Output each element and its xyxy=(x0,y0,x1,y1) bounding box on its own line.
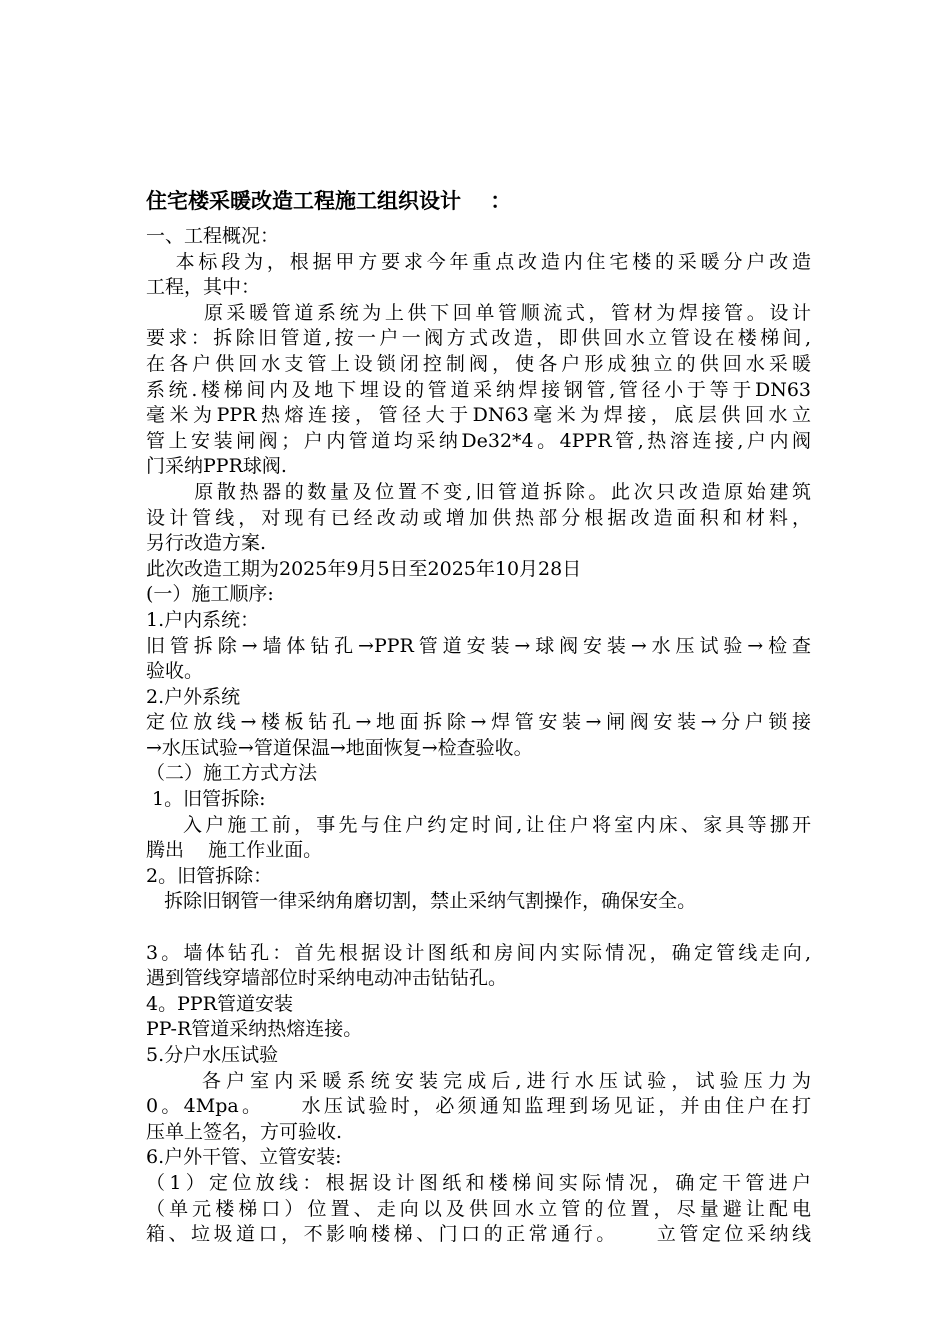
body-line: 本标段为，根据甲方要求今年重点改造内住宅楼的采暖分户改造 xyxy=(146,250,811,273)
body-line: 此次改造工期为2025年9月5日至2025年10月28日 xyxy=(146,557,582,580)
body-line: 0。4Mpa。 水压试验时，必须通知监理到场见证，并由住户在打 xyxy=(146,1095,811,1118)
body-line: 一、工程概况： xyxy=(146,225,280,247)
body-line: 设计管线，对现有已经改动或增加供热部分根据改造面积和材料， xyxy=(146,506,811,529)
body-line: 管上安装闸阀；户内管道均采纳De32*4。4PPR管,热溶连接,户内阀 xyxy=(146,429,811,452)
body-line: 系统.楼梯间内及地下埋设的管道采纳焊接钢管,管径小于等于DN63 xyxy=(146,378,811,401)
body-line: 要求：拆除旧管道,按一户一阀方式改造，即供回水立管设在楼梯间, xyxy=(146,327,811,350)
body-line: 原散热器的数量及位置不变,旧管道拆除。此次只改造原始建筑 xyxy=(146,480,811,503)
body-line: 1。旧管拆除: xyxy=(146,788,266,811)
blank-line xyxy=(146,915,811,941)
body-line: (一）施工顺序: xyxy=(146,583,274,606)
body-line: 4。PPR管道安装 xyxy=(146,992,293,1015)
body-line: （单元楼梯口）位置、走向以及供回水立管的位置，尽量避让配电 xyxy=(146,1197,811,1220)
body-line: 在各户供回水支管上设锁闭控制阀，使各户形成独立的供回水采暖 xyxy=(146,352,811,375)
body-line: 拆除旧钢管一律采纳角磨切割，禁止采纳气割操作，确保安全。 xyxy=(146,890,697,913)
document-title: 住宅楼采暖改造工程施工组织设计 ： xyxy=(146,188,512,213)
body-line: 5.分户水压试验 xyxy=(146,1044,279,1066)
body-line: 旧管拆除→墙体钻孔→PPR管道安装→球阀安装→水压试验→检查 xyxy=(146,634,811,657)
body-line: 毫米为PPR热熔连接，管径大于DN63毫米为焊接，底层供回水立 xyxy=(146,404,811,427)
body-line: 入户施工前，事先与住户约定时间,让住户将室内床、家具等挪开 xyxy=(146,813,811,836)
body-line: 门采纳PPR球阀. xyxy=(146,455,287,478)
body-line: 2.户外系统 xyxy=(146,685,241,708)
body-line: 2。旧管拆除： xyxy=(146,864,273,887)
body-line: 另行改造方案. xyxy=(146,532,267,555)
body-line: 箱、垃圾道口，不影响楼梯、门口的正常通行。 立管定位采纳线 xyxy=(146,1223,811,1246)
document-body xyxy=(146,224,811,1248)
body-line: 1.户内系统： xyxy=(146,608,260,631)
body-line: 验收。 xyxy=(146,660,204,683)
body-line: 遇到管线穿墙部位时采纳电动冲击钻钻孔。 xyxy=(146,967,508,990)
body-line: PP-R管道采纳热熔连接。 xyxy=(146,1018,363,1041)
body-line: （1）定位放线：根据设计图纸和楼梯间实际情况，确定干管进户 xyxy=(146,1171,811,1194)
body-line: 定位放线→楼板钻孔→地面拆除→焊管安装→闸阀安装→分户锁接 xyxy=(146,711,811,734)
body-line: （二）施工方式方法 xyxy=(146,762,318,785)
body-line: 压单上签名，方可验收. xyxy=(146,1120,343,1143)
body-line: 各户室内采暖系统安装完成后,进行水压试验，试验压力为 xyxy=(146,1069,811,1092)
body-line: 3。墙体钻孔：首先根据设计图纸和房间内实际情况，确定管线走向, xyxy=(146,941,811,964)
body-line: 原采暖管道系统为上供下回单管顺流式，管材为焊接管。设计 xyxy=(146,301,811,324)
body-line: →水压试验→管道保温→地面恢复→检查验收。 xyxy=(146,736,533,759)
body-line: 6.户外干管、立管安装: xyxy=(146,1146,342,1169)
body-line: 工程，其中： xyxy=(146,276,261,299)
body-line: 腾出 施工作业面。 xyxy=(146,839,323,862)
